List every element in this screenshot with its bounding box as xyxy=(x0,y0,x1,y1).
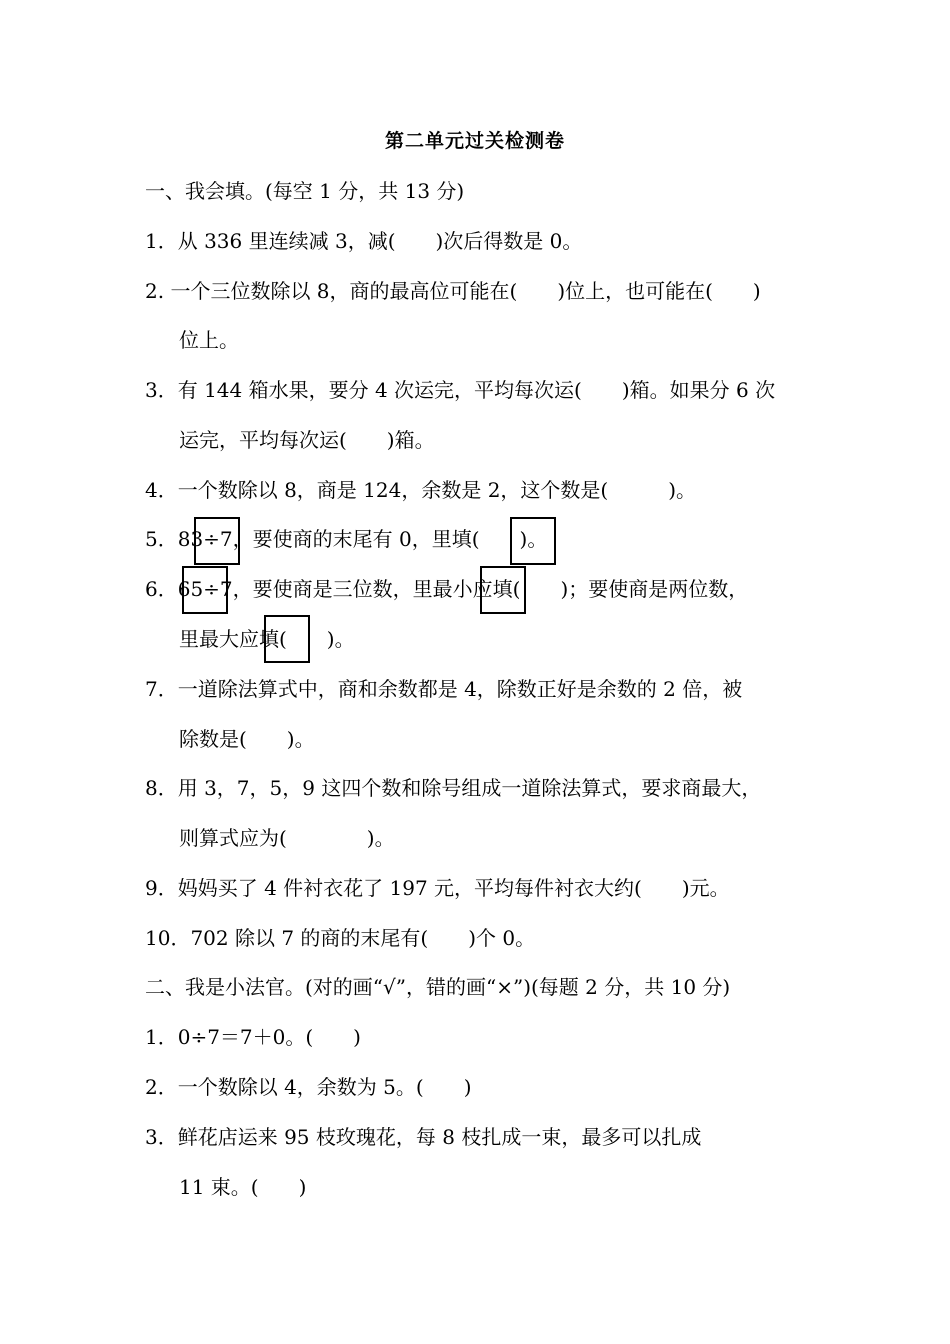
question-1-2-cont: 位上。 xyxy=(179,328,239,352)
question-2-3: 3．鲜花店运来 95 枝玫瑰花，每 8 枝扎成一束，最多可以扎成 xyxy=(145,1125,702,1149)
question-1-3-cont: 运完，平均每次运( )箱。 xyxy=(179,428,435,452)
question-1-8-cont: 则算式应为( )。 xyxy=(179,826,395,850)
page-title: 第二单元过关检测卷 xyxy=(384,130,565,152)
question-1-10: 10．702 除以 7 的商的末尾有( )个 0。 xyxy=(145,926,536,950)
question-1-9: 9．妈妈买了 4 件衬衣花了 197 元，平均每件衬衣大约( )元。 xyxy=(145,876,730,900)
section-2-heading: 二、我是小法官。(对的画“√”，错的画“×”)(每题 2 分，共 10 分) xyxy=(145,975,731,999)
question-1-5: 5．83÷7，要使商的末尾有 0，里填( )。 xyxy=(145,527,548,551)
section-1-heading: 一、我会填。(每空 1 分，共 13 分) xyxy=(145,179,465,203)
question-2-3-cont: 11 束。( ) xyxy=(179,1175,307,1199)
question-1-8: 8．用 3，7，5，9 这四个数和除号组成一道除法算式，要求商最大， xyxy=(145,776,762,800)
blank-square-box xyxy=(480,566,526,614)
blank-square-box xyxy=(182,566,228,614)
question-1-6-cont: 里最大应填( )。 xyxy=(179,627,355,651)
blank-square-box xyxy=(264,615,310,663)
question-1-3: 3．有 144 箱水果，要分 4 次运完，平均每次运( )箱。如果分 6 次 xyxy=(145,378,776,402)
question-1-2: 2. 一个三位数除以 8，商的最高位可能在( )位上，也可能在( ) xyxy=(145,279,761,303)
question-1-4: 4．一个数除以 8，商是 124，余数是 2，这个数是( )。 xyxy=(145,478,697,502)
question-1-7-cont: 除数是( )。 xyxy=(179,727,315,751)
blank-square-box xyxy=(194,517,240,565)
question-1-6: 6．65÷7，要使商是三位数，里最小应填( )；要使商是两位数， xyxy=(145,577,749,601)
question-2-2: 2．一个数除以 4，余数为 5。( ) xyxy=(145,1075,472,1099)
question-2-1: 1．0÷7＝7＋0。( ) xyxy=(145,1025,361,1049)
blank-square-box xyxy=(510,517,556,565)
question-1-1: 1．从 336 里连续减 3，减( )次后得数是 0。 xyxy=(145,229,583,253)
question-1-7: 7．一道除法算式中，商和余数都是 4，除数正好是余数的 2 倍，被 xyxy=(145,677,743,701)
